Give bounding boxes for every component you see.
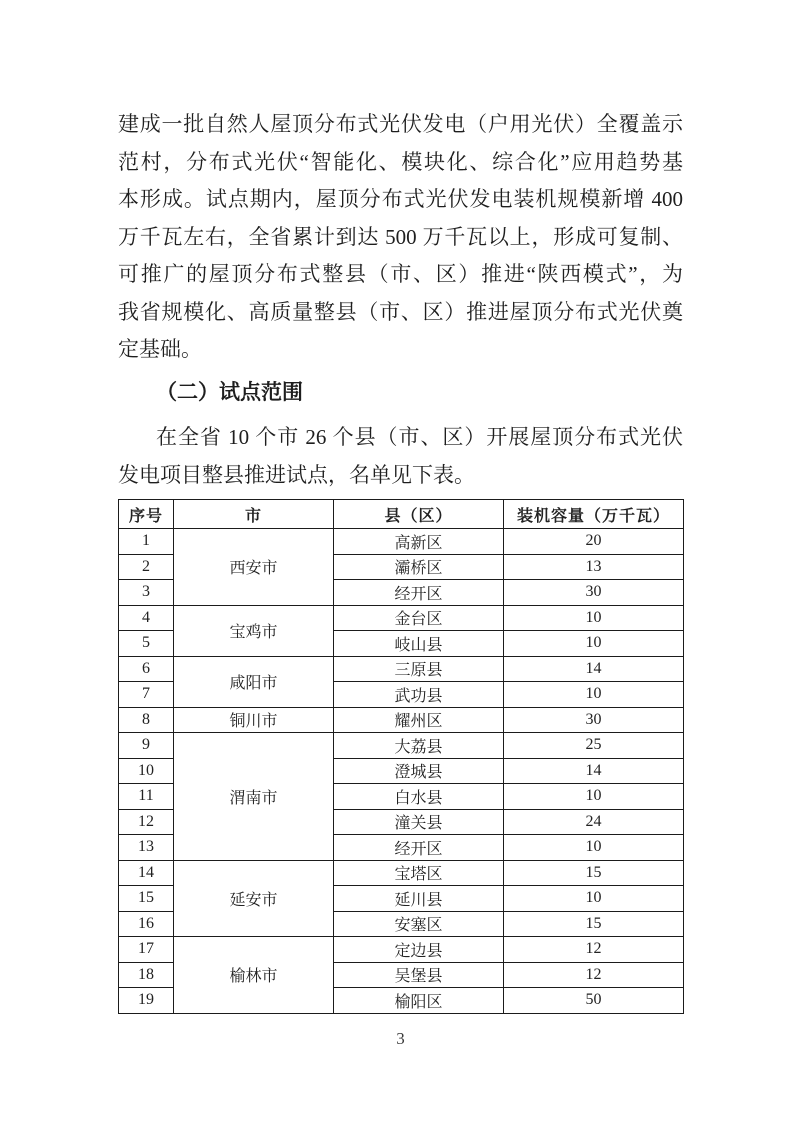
table-row (119, 937, 684, 963)
cell-index: 2 (119, 554, 174, 580)
cell-index: 12 (119, 809, 174, 835)
table-row (119, 860, 684, 886)
cell-capacity: 12 (504, 962, 684, 988)
cell-county: 大荔县 (334, 733, 504, 759)
cell-capacity: 24 (504, 809, 684, 835)
cell-capacity: 10 (504, 835, 684, 861)
paragraph-line: 可推广的屋顶分布式整县（市、区）推进“陕西模式”，为 (118, 262, 683, 286)
cell-county: 吴堡县 (334, 962, 504, 988)
cell-index: 19 (119, 988, 174, 1014)
cell-capacity: 10 (504, 886, 684, 912)
paragraph-line: 本形成。试点期内，屋顶分布式光伏发电装机规模新增 400 (118, 187, 683, 211)
cell-county: 三原县 (334, 656, 504, 682)
cell-city: 西安市 (174, 529, 334, 606)
cell-city: 渭南市 (174, 733, 334, 861)
paragraph-line: 定基础。 (118, 337, 202, 361)
cell-capacity: 10 (504, 682, 684, 708)
cell-county: 宝塔区 (334, 860, 504, 886)
cell-index: 11 (119, 784, 174, 810)
cell-index: 13 (119, 835, 174, 861)
cell-capacity: 10 (504, 631, 684, 657)
cell-county: 经开区 (334, 835, 504, 861)
cell-capacity: 10 (504, 784, 684, 810)
cell-index: 3 (119, 580, 174, 606)
paragraph-line: 范村，分布式光伏“智能化、模块化、综合化”应用趋势基 (118, 149, 683, 174)
pilot-counties-table (118, 499, 684, 1014)
cell-capacity: 15 (504, 911, 684, 937)
cell-index: 6 (119, 656, 174, 682)
paragraph-line: 万千瓦左右，全省累计到达 500 万千瓦以上，形成可复制、 (118, 224, 683, 249)
table-header-row (119, 500, 684, 529)
cell-county: 潼关县 (334, 809, 504, 835)
cell-county: 岐山县 (334, 631, 504, 657)
cell-county: 安塞区 (334, 911, 504, 937)
cell-capacity: 50 (504, 988, 684, 1014)
cell-county: 灞桥区 (334, 554, 504, 580)
table-row (119, 529, 684, 555)
table-row (119, 656, 684, 682)
cell-capacity: 14 (504, 758, 684, 784)
cell-capacity: 13 (504, 554, 684, 580)
cell-city: 延安市 (174, 860, 334, 937)
cell-index: 7 (119, 682, 174, 708)
cell-county: 经开区 (334, 580, 504, 606)
cell-county: 延川县 (334, 886, 504, 912)
cell-county: 榆阳区 (334, 988, 504, 1014)
paragraph-line: 我省规模化、高质量整县（市、区）推进屋顶分布式光伏奠 (118, 299, 683, 324)
cell-capacity: 10 (504, 605, 684, 631)
cell-city: 铜川市 (174, 707, 334, 733)
table-row (119, 707, 684, 733)
paragraph-line: 发电项目整县推进试点，名单见下表。 (118, 462, 475, 487)
cell-county: 金台区 (334, 605, 504, 631)
cell-index: 4 (119, 605, 174, 631)
paragraph-1 (118, 106, 683, 369)
cell-index: 17 (119, 937, 174, 963)
cell-capacity: 30 (504, 707, 684, 733)
table-row (119, 605, 684, 631)
header-city: 市 (174, 500, 334, 529)
cell-index: 15 (119, 886, 174, 912)
header-county: 县（区） (334, 500, 504, 529)
cell-index: 8 (119, 707, 174, 733)
cell-index: 9 (119, 733, 174, 759)
cell-city: 榆林市 (174, 937, 334, 1014)
cell-county: 高新区 (334, 529, 504, 555)
cell-county: 武功县 (334, 682, 504, 708)
page-number: 3 (396, 1028, 405, 1048)
cell-capacity: 20 (504, 529, 684, 555)
cell-city: 咸阳市 (174, 656, 334, 707)
cell-county: 白水县 (334, 784, 504, 810)
paragraph-2 (118, 419, 683, 494)
header-index: 序号 (119, 500, 174, 529)
cell-capacity: 30 (504, 580, 684, 606)
table-body (119, 529, 684, 1014)
cell-capacity: 25 (504, 733, 684, 759)
paragraph-line: 建成一批自然人屋顶分布式光伏发电（户用光伏）全覆盖示 (118, 112, 683, 136)
paragraph-line: 在全省 10 个市 26 个县（市、区）开展屋顶分布式光伏 (156, 425, 683, 449)
cell-index: 10 (119, 758, 174, 784)
cell-county: 定边县 (334, 937, 504, 963)
header-capacity: 装机容量（万千瓦） (504, 500, 684, 529)
cell-index: 14 (119, 860, 174, 886)
cell-city: 宝鸡市 (174, 605, 334, 656)
cell-capacity: 12 (504, 937, 684, 963)
cell-capacity: 14 (504, 656, 684, 682)
cell-capacity: 15 (504, 860, 684, 886)
cell-index: 18 (119, 962, 174, 988)
table-row (119, 733, 684, 759)
cell-index: 1 (119, 529, 174, 555)
section-heading: （二）试点范围 (156, 379, 303, 404)
cell-county: 澄城县 (334, 758, 504, 784)
cell-index: 5 (119, 631, 174, 657)
cell-county: 耀州区 (334, 707, 504, 733)
cell-index: 16 (119, 911, 174, 937)
